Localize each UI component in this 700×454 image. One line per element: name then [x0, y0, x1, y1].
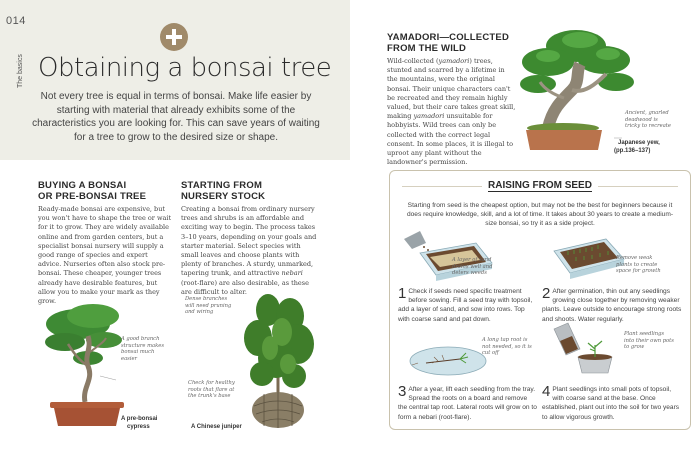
- yamadori-section: [387, 32, 517, 167]
- yew-illustration: [518, 24, 638, 156]
- cypress-caption-line1: A pre-bonsai: [121, 416, 158, 422]
- buying-section: [38, 180, 172, 306]
- step-2-text: After germination, thin out any seedlings growing close together by removing weaker plants. Leave outside to encourage strong roots and shoots. Water regularly.: [542, 288, 682, 323]
- step-3: [398, 385, 538, 422]
- step-4: [542, 385, 684, 422]
- raising-heading: [390, 180, 690, 191]
- step-2-number: 2: [542, 285, 551, 302]
- nursery-body-em: nebari: [281, 269, 303, 278]
- page-number: 014: [6, 15, 26, 27]
- yamadori-body-text-c: unsuitable for hobbyists. Wild trees can only be collected with the correct legal consent. In some places, it is illegal to uproot any plant without the landowner's permission.: [387, 112, 514, 167]
- buying-heading-line1: BUYING A BONSAI: [38, 180, 127, 191]
- raising-from-seed-box: [389, 170, 691, 430]
- yamadori-heading-line2: FROM THE WILD: [387, 43, 467, 54]
- nursery-body-text-a: Creating a bonsai from ordinary nursery trees and shrubs is an affordable and exciting way to begin. The process takes 3–10 years, depending on your goals and starter material. Select species with small leaves and choose plants with plenty of branches. A sturdy, unmarked, tapering trunk, and attractive: [181, 205, 317, 278]
- raising-intro: Starting from seed is the cheapest option, but may not be the best for beginners because it does require knowledge, skill, and a lot of time. It takes about 30 years to create a medium-size bonsai, so try it as a side project.: [406, 202, 674, 227]
- step-2: [542, 287, 684, 324]
- cypress-note: A good branch structure makes bonsai much easier: [121, 336, 164, 362]
- juniper-note-branches: Dense branches will need pruning and wiring: [185, 296, 232, 315]
- step-3-number: 3: [398, 383, 407, 400]
- pots-note: Plant seedlings into their own pots to grow: [624, 331, 674, 350]
- step-4-number: 4: [542, 383, 551, 400]
- nursery-body-text-b: (root-flare) are also desirable, as these are difficult to alter.: [181, 278, 309, 296]
- yamadori-heading-line1: YAMADORI—COLLECTED: [387, 32, 510, 43]
- yamadori-body-em1: yamadori: [438, 57, 470, 65]
- juniper-note-roots: Check for healthy roots that flare at the trunk's base: [188, 380, 235, 399]
- nursery-heading-line1: STARTING FROM: [181, 180, 263, 191]
- page-title: Obtaining a bonsai tree: [38, 53, 332, 83]
- page-intro: Not every tree is equal in terms of bonsai. Make life easier by starting with material that already exhibits some of the characteristics you are looking for. This can save years of waiting for a tree to grow to the desired size or shape.: [32, 91, 320, 143]
- buying-heading-line2: OR PRE-BONSAI TREE: [38, 191, 147, 202]
- yamadori-body-text-b: ) trees, stunted and scarred by a lifetime in the mountains, were the original bonsai. Their unique characters can't be recreated and they remain highly valued, but their care takes great skill, making: [387, 57, 516, 121]
- juniper-illustration: [228, 288, 328, 430]
- pots-illustration: [548, 321, 628, 377]
- yamadori-body: [387, 57, 517, 167]
- buying-body: Ready-made bonsai are expensive, but you won't have to shape the tree or wait for it to grow. They are widely available online and from garden centers, but a specialist bonsai nursery will supply a good range of species and expert advice. Nurseries often also stock pre-bonsai. These cheaper, younger trees already have desirable features, but allow you to make your mark as they grow.: [38, 205, 172, 306]
- taproot-note: A long tap root is not needed, so it is cut off: [482, 337, 532, 356]
- yamadori-body-text-a: Wild-collected (: [387, 57, 439, 65]
- step-4-text: Plant seedlings into small pots of topsoil, with coarse sand at the base. Once established, plant out into the soil for two years to allow vigorous growth.: [542, 386, 680, 421]
- yew-caption-line2: (pp.136–137): [614, 148, 651, 154]
- nursery-body: [181, 205, 319, 297]
- step-1-number: 1: [398, 285, 407, 302]
- tray-note: A layer of sand drains well and deters weeds: [452, 257, 493, 276]
- nursery-heading-line2: NURSERY STOCK: [181, 191, 266, 202]
- section-label: The basics: [17, 54, 24, 88]
- step-1-text: Check if seeds need specific treatment before sowing. Fill a seed tray with topsoil, add a layer of sand, and sow into rows. Top with coarse sand and pat down.: [398, 288, 533, 323]
- seedling-board-illustration: [408, 339, 490, 379]
- yew-caption-line1: Japanese yew,: [618, 140, 660, 146]
- step-3-text: After a year, lift each seedling from the tray. Spread the roots on a board and remove the central tap root. Lateral roots will grow on to form a nebari (root-flare).: [398, 386, 537, 421]
- yew-note: Ancient, gnarled deadwood is tricky to recreate: [625, 110, 671, 129]
- weak-plants-note: Remove weak plants to create space for growth: [616, 255, 661, 274]
- yamadori-body-em2: yamadori: [413, 112, 445, 121]
- cypress-caption-line2: cypress: [127, 424, 150, 430]
- nursery-section: [181, 180, 319, 297]
- plus-icon: [160, 23, 188, 51]
- step-1: [398, 287, 538, 324]
- cypress-illustration: [38, 292, 148, 432]
- juniper-caption: A Chinese juniper: [191, 424, 242, 430]
- raising-heading-text: RAISING FROM SEED: [488, 180, 592, 191]
